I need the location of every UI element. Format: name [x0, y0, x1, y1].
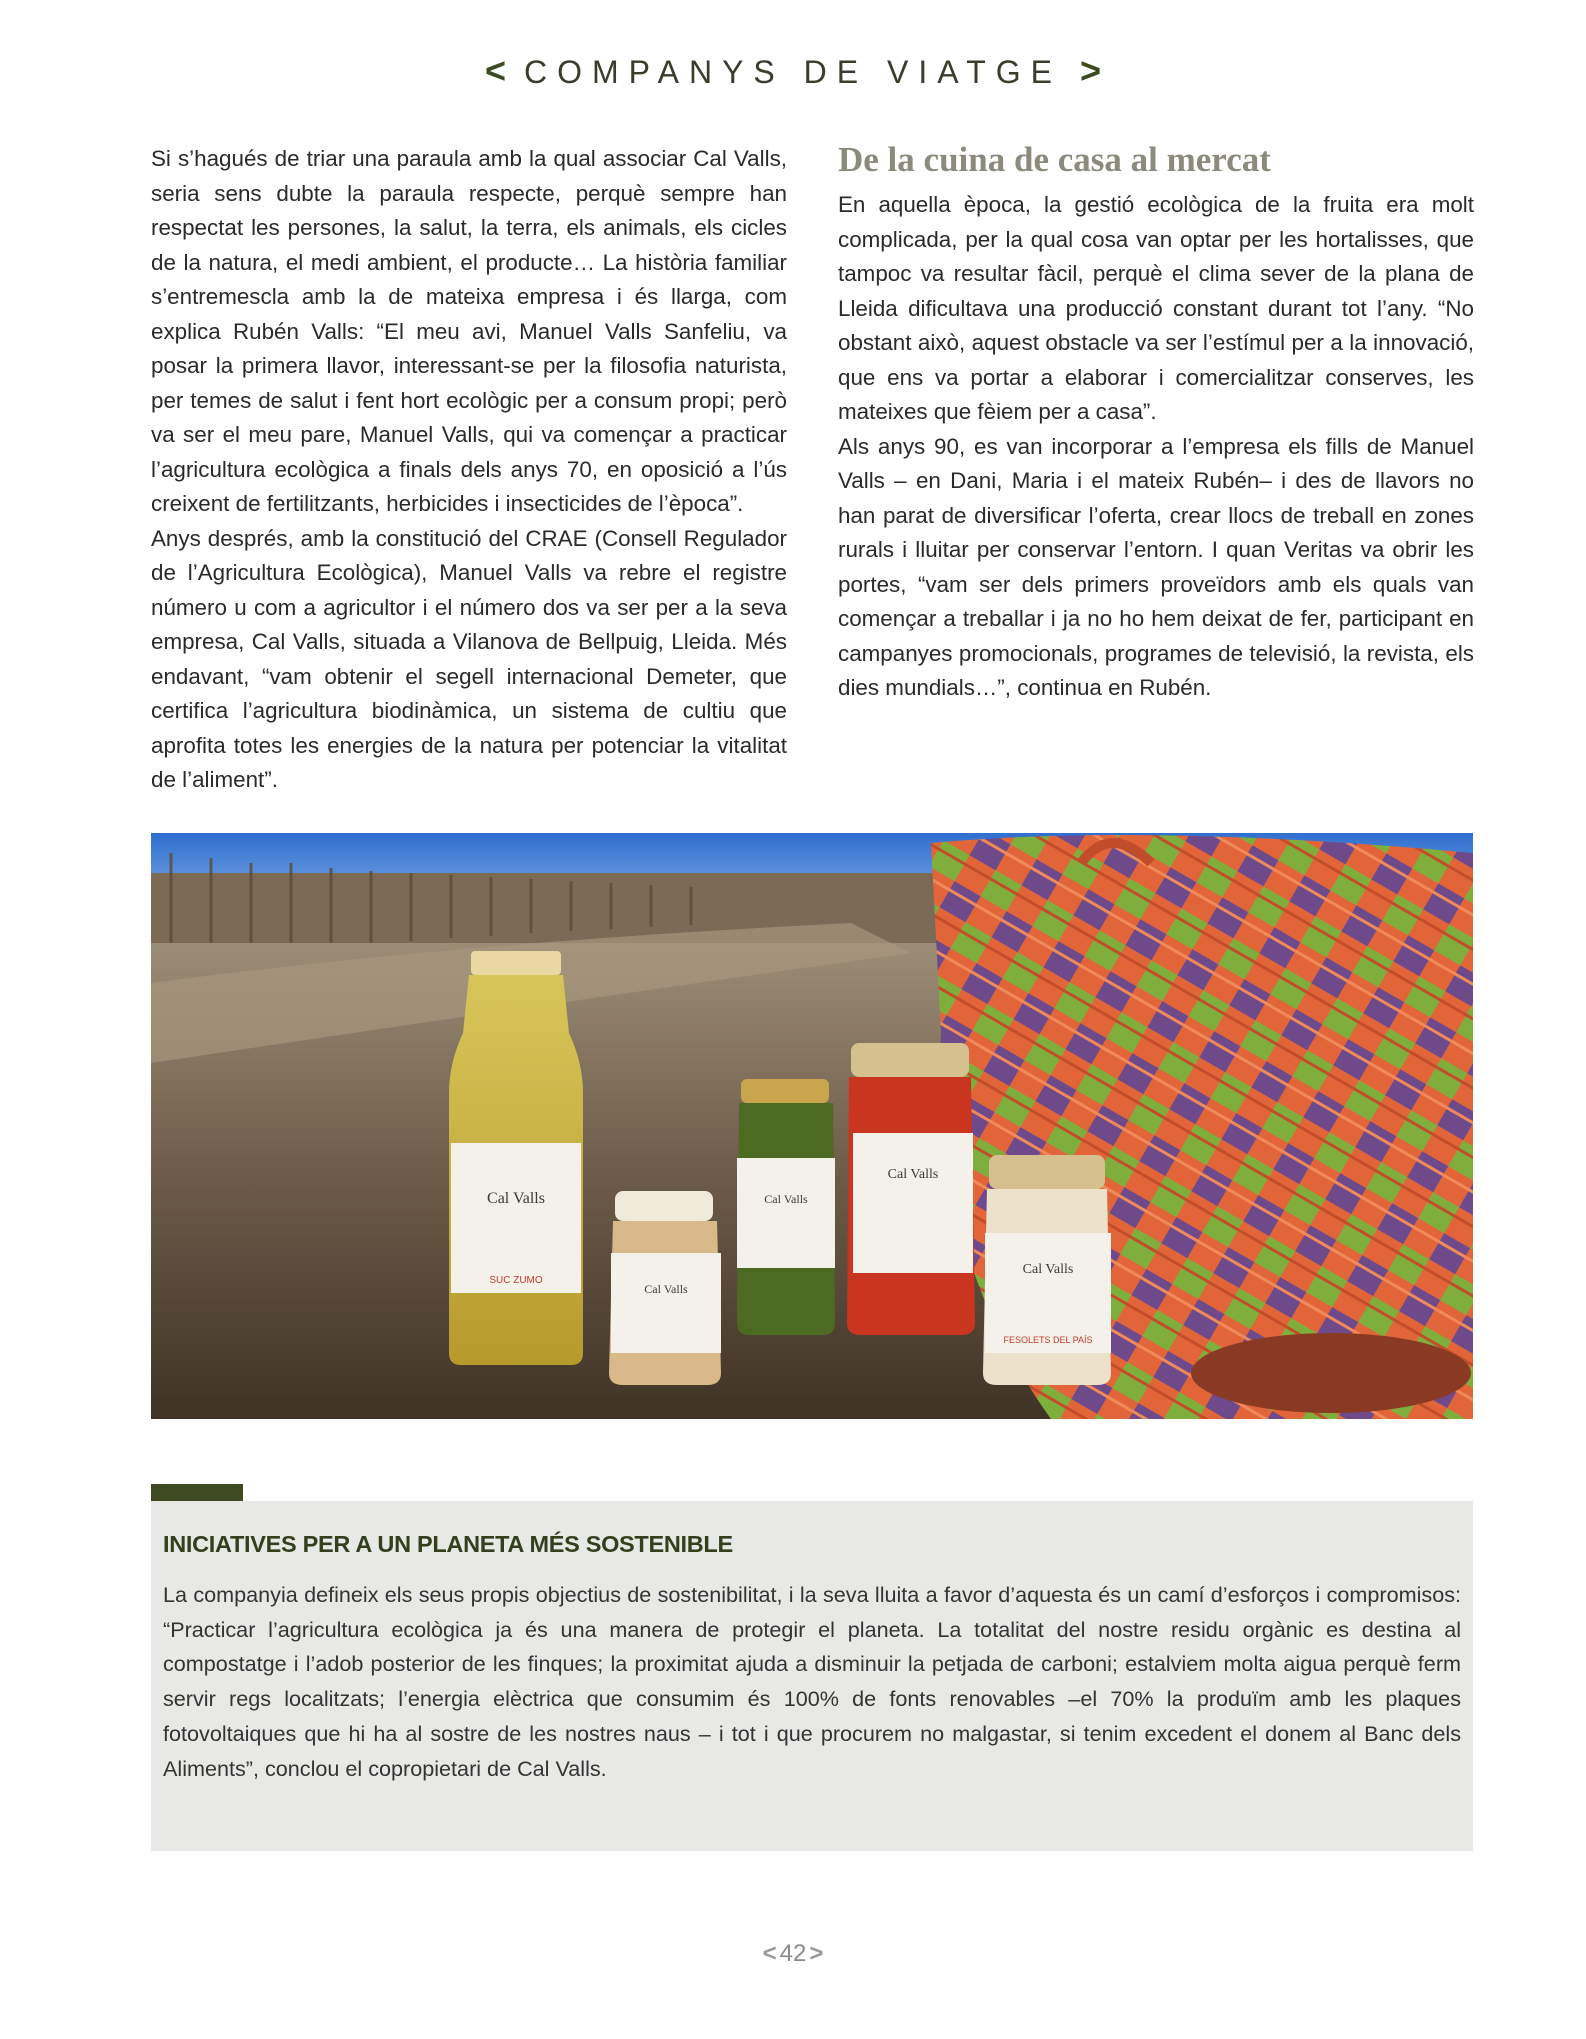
section-title: COMPANYS DE VIATGE	[524, 54, 1062, 90]
sidebar-box	[151, 1501, 1473, 1851]
paragraph: Anys després, amb la constitució del CRAE (Consell Regulador de l’Agricultura Ecològica), Manuel Valls va rebre el registre número u com a agricultor i el número dos va ser per a la seva empresa, Cal Valls, situada a Vilanova de Bellpuig, Lleida. Més endavant, “vam obtenir el segell internacional Demeter, que certifica l’agricultura biodinàmica, un sistema de cultiu que aprofita totes les energies de la natura per potenciar la vitalitat de l’aliment”.	[151, 525, 787, 792]
box-text: La companyia defineix els seus propis objectius de sostenibilitat, i la seva lluita a favor d’aquesta és un camí d’esforços i compromisos: “Practicar l’agricultura ecològica ja és una manera de protegir el planeta. La totalitat del nostre residu orgànic es destina al compostatge i l’adob posterior de les finques; la proximitat ajuda a disminuir la petjada de carboni; estalviem molta aigua perquè ferm servir regs localitzats; l’energia elèctrica que consumim és 100% de fonts renovables –el 70% la produïm amb les plaques fotovoltaiques que hi ha al sostre de les nostres naus – i tot i que procurem no malgastar, si tenim excedent el donem al Banc dels Aliments”, conclou el copropietari de Cal Valls.	[163, 1582, 1461, 1781]
paragraph: Als anys 90, es van incorporar a l’empresa els fills de Manuel Valls – en Dani, Maria i el mateix Rubén– i des de llavors no han parat de diversificar l’oferta, crear llocs de treball en zones rurals i lluitar per conservar l’entorn. I quan Veritas va obrir les portes, “vam ser dels primers proveïdors amb els quals van començar a treballar i ja no ho hem deixat de fer, participant en campanyes promocionals, programes de televisió, la revista, els dies mundials…”, continua en Rubén.	[838, 433, 1474, 700]
chevron-right-icon: >	[1079, 50, 1102, 91]
jar-brand-label: Cal Valls	[487, 1190, 545, 1207]
jar-brand-label: Cal Valls	[764, 1192, 808, 1206]
page-number-value: 42	[779, 1940, 807, 1967]
jar-brand-label: Cal Valls	[644, 1282, 688, 1296]
right-column	[838, 138, 1474, 706]
chevron-left-icon: <	[484, 50, 506, 91]
subheading: De la cuina de casa al mercat	[838, 140, 1271, 179]
jar-brand-label: Cal Valls	[887, 1167, 939, 1182]
left-column	[151, 142, 787, 798]
jar-brand-label: Cal Valls	[1022, 1262, 1074, 1277]
box-title: INICIATIVES PER A UN PLANETA MÉS SOSTENIBLE	[163, 1531, 733, 1557]
section-header	[0, 50, 1586, 92]
chevron-right-icon: >	[809, 1940, 824, 1967]
product-photo	[151, 833, 1473, 1419]
page-number	[0, 1940, 1586, 1968]
chevron-left-icon: <	[762, 1940, 777, 1967]
jar-product-label: FESOLETS DEL PAÍS	[1003, 1335, 1093, 1345]
jar-product-label: SUC ZUMO	[489, 1275, 543, 1286]
product-photo-illustration	[151, 833, 1473, 1419]
paragraph: En aquella època, la gestió ecològica de la fruita era molt complicada, per la qual cosa van optar per les hortalisses, que tampoc va resultar fàcil, perquè el clima sever de la plana de Lleida dificultava una producció constant durant tot l’any. “No obstant això, aquest obstacle va ser l’estímul per a la innovació, que ens va portar a elaborar i comercialitzar conserves, les mateixes que fèiem per a casa”.	[838, 192, 1474, 424]
box-accent-tab	[151, 1484, 243, 1501]
paragraph: Si s’hagués de triar una paraula amb la qual associar Cal Valls, seria sens dubte la paraula respecte, perquè sempre han respectat les persones, la salut, la terra, els animals, els cicles de la natura, el medi ambient, el producte… La història familiar s’entremescla amb la de mateixa empresa i és llarga, com explica Rubén Valls: “El meu avi, Manuel Valls Sanfeliu, va posar la primera llavor, interessant-se per la filosofia naturista, per temes de salut i fent hort ecològic per a consum propi; però va ser el meu pare, Manuel Valls, qui va començar a practicar l’agricultura ecològica a finals dels anys 70, en oposició a l’ús creixent de fertilitzants, herbicides i insecticides de l’època”.	[151, 146, 787, 516]
